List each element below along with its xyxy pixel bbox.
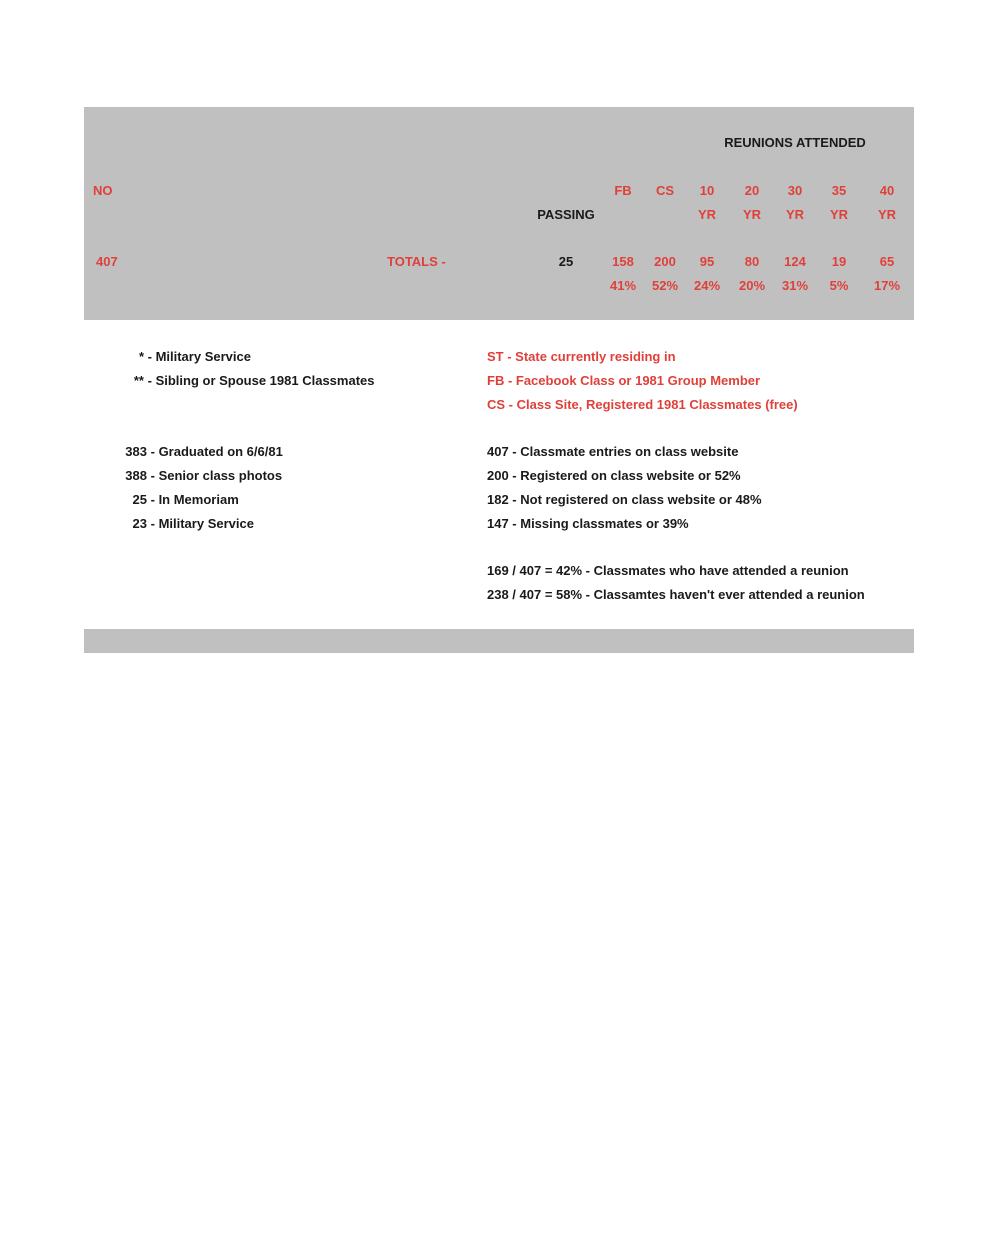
totals-percent-35yr: 5% xyxy=(829,278,849,293)
col-header-20-yr: YR xyxy=(742,207,762,222)
col-header-40: 40 xyxy=(879,183,895,198)
col-header-35: 35 xyxy=(831,183,847,198)
totals-label: TOTALS - xyxy=(387,254,446,269)
legend-cs: CS - Class Site, Registered 1981 Classmates (free) xyxy=(487,397,798,412)
stat-number: 388 xyxy=(125,468,147,483)
totals-passing-value: 25 xyxy=(558,254,574,269)
passing-column-header: PASSING xyxy=(537,207,595,222)
legend-symbol: ** xyxy=(133,373,144,388)
totals-count-cs: 200 xyxy=(654,254,676,269)
stat-text: - Military Service xyxy=(150,516,254,531)
stat-number: 25 xyxy=(132,492,147,507)
totals-count-35yr: 19 xyxy=(831,254,847,269)
col-header-30: 30 xyxy=(787,183,803,198)
reunions-attended-heading: REUNIONS ATTENDED xyxy=(724,135,866,150)
legend-sibling-spouse xyxy=(124,373,374,389)
totals-count-10yr: 95 xyxy=(699,254,715,269)
totals-no-value: 407 xyxy=(96,254,118,269)
col-header-10-yr: YR xyxy=(697,207,717,222)
col-header-30-yr: YR xyxy=(785,207,805,222)
stat-class-entries: 407 - Classmate entries on class website xyxy=(487,444,739,459)
totals-count-20yr: 80 xyxy=(744,254,760,269)
footer-band xyxy=(84,629,914,653)
totals-percent-20yr: 20% xyxy=(738,278,766,293)
legend-military-service xyxy=(124,349,251,365)
no-column-header: NO xyxy=(93,183,113,198)
stat-attended-reunion: 169 / 407 = 42% - Classmates who have attended a reunion xyxy=(487,563,849,578)
legend-text: - Military Service xyxy=(147,349,251,364)
stat-text: - Graduated on 6/6/81 xyxy=(150,444,283,459)
stat-in-memoriam xyxy=(124,492,239,508)
stat-number: 383 xyxy=(125,444,147,459)
stat-registered: 200 - Registered on class website or 52% xyxy=(487,468,741,483)
col-header-10: 10 xyxy=(699,183,715,198)
legend-text: - Sibling or Spouse 1981 Classmates xyxy=(147,373,375,388)
totals-percent-10yr: 24% xyxy=(693,278,721,293)
legend-st: ST - State currently residing in xyxy=(487,349,676,364)
col-header-35-yr: YR xyxy=(829,207,849,222)
stat-never-attended: 238 / 407 = 58% - Classamtes haven't ever attended a reunion xyxy=(487,587,865,602)
col-header-fb: FB xyxy=(614,183,632,198)
col-header-20: 20 xyxy=(744,183,760,198)
legend-symbol: * xyxy=(138,349,144,364)
stat-text: - In Memoriam xyxy=(150,492,239,507)
stat-missing: 147 - Missing classmates or 39% xyxy=(487,516,689,531)
stat-senior-photos xyxy=(124,468,282,484)
legend-fb: FB - Facebook Class or 1981 Group Member xyxy=(487,373,761,388)
col-header-40-yr: YR xyxy=(877,207,897,222)
totals-percent-cs: 52% xyxy=(651,278,679,293)
stat-graduated xyxy=(124,444,283,460)
stat-number: 23 xyxy=(132,516,147,531)
totals-count-40yr: 65 xyxy=(879,254,895,269)
col-header-cs: CS xyxy=(655,183,675,198)
stat-text: - Senior class photos xyxy=(150,468,283,483)
stat-military-service xyxy=(124,516,254,532)
totals-percent-fb: 41% xyxy=(609,278,637,293)
totals-percent-30yr: 31% xyxy=(781,278,809,293)
totals-percent-40yr: 17% xyxy=(873,278,901,293)
totals-count-30yr: 124 xyxy=(784,254,806,269)
stat-not-registered: 182 - Not registered on class website or 48% xyxy=(487,492,762,507)
totals-count-fb: 158 xyxy=(612,254,634,269)
